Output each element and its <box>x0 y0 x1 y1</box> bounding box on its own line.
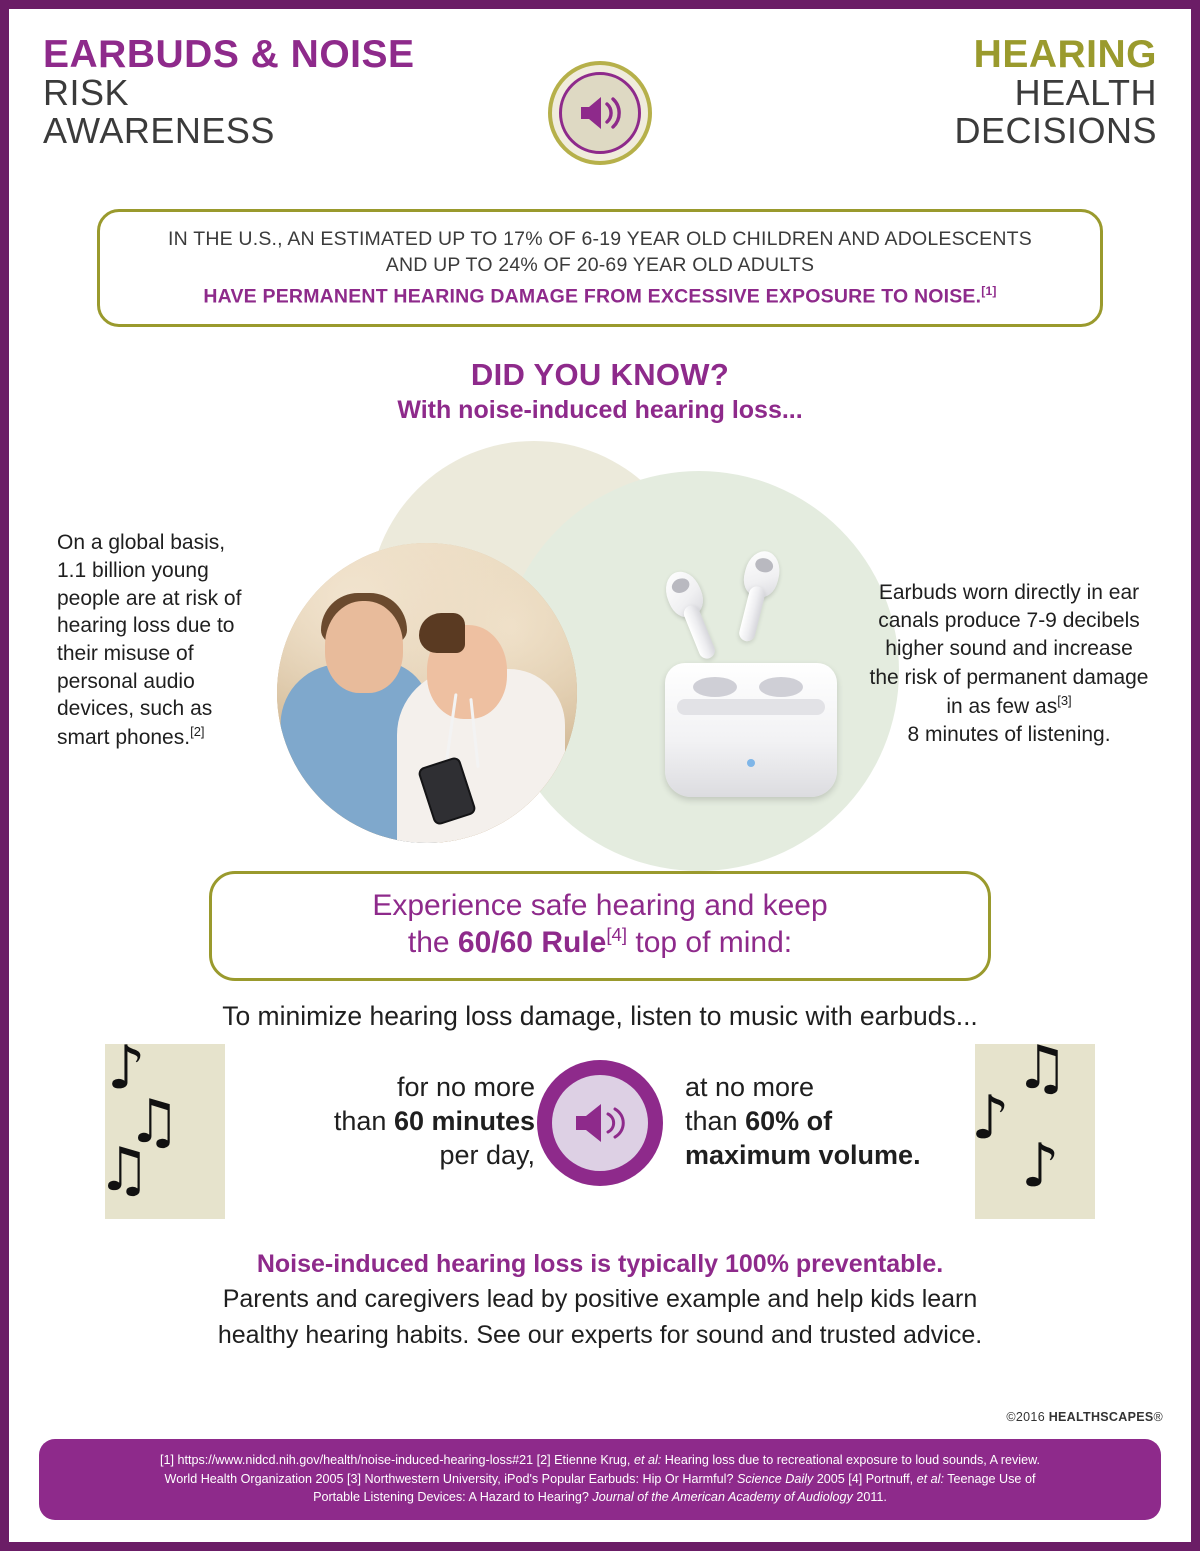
rule-banner-line2-prefix: the <box>407 925 458 959</box>
earbud-risk-body2: 8 minutes of listening. <box>907 722 1111 746</box>
prevention-message <box>9 1250 1191 1352</box>
earbuds-charging-case <box>665 663 837 797</box>
rule-banner-line2 <box>232 924 968 960</box>
header-left-line2: RISK <box>43 72 130 113</box>
couple-photo <box>277 543 577 843</box>
global-stat-body: On a global basis, 1.1 billion young people are at risk of hearing loss due to their misuse of personal audio devices, such as smart phones. <box>57 531 242 750</box>
clock-volume-icon <box>537 1060 663 1186</box>
earbud-right <box>740 548 784 601</box>
volume-value: 60% of <box>745 1105 833 1136</box>
ref2-a: World Health Organization 2005 [3] Northwestern University, iPod's Popular Earbuds: Hip Or Harmful? <box>164 1471 737 1486</box>
ref2-italic-2: et al: <box>916 1471 944 1486</box>
volume-line1: at no more <box>685 1071 815 1102</box>
sixty-sixty-row <box>9 1032 1191 1234</box>
reference-line-3 <box>63 1488 1137 1506</box>
rule-banner-line1: Experience safe hearing and keep <box>372 889 828 923</box>
statistic-line2: AND UP TO 24% OF 20-69 YEAR OLD ADULTS <box>385 254 815 277</box>
earbuds-illustration <box>649 551 889 811</box>
case-slot-left <box>693 677 737 697</box>
volume-max-label: maximum volume. <box>685 1139 921 1170</box>
header-right-title <box>954 35 1157 150</box>
prevention-body-line1: Parents and caregivers lead by positive example and help kids learn <box>222 1284 978 1313</box>
copyright-notice <box>1006 1410 1163 1424</box>
global-stat-ref: [2] <box>190 724 205 740</box>
header-right-line2: HEALTH <box>1014 72 1157 113</box>
did-you-know-heading <box>9 357 1191 425</box>
music-notes-icon <box>97 1032 225 1219</box>
photo-male-head <box>325 601 403 693</box>
clock-face <box>552 1075 648 1171</box>
copyright-prefix: ©2016 <box>1006 1410 1049 1424</box>
duration-line3: per day, <box>439 1139 535 1170</box>
volume-line2-plain: than <box>685 1105 746 1136</box>
statistic-ref: [1] <box>981 283 997 298</box>
reference-line-1 <box>63 1451 1137 1469</box>
prevention-body-line2: healthy hearing habits. See our experts for sound and trusted advice. <box>217 1321 983 1350</box>
duration-line1: for no more <box>396 1071 535 1102</box>
earbud-risk-body: Earbuds worn directly in ear canals produce 7-9 decibels higher sound and increase the risk of permanent damage in as few as <box>869 581 1149 718</box>
music-note-glyph-6: ♪ <box>1021 1130 1060 1201</box>
header-left-line1: EARBUDS & NOISE <box>43 33 415 76</box>
ref3-italic: Journal of the American Academy of Audiology <box>592 1489 853 1504</box>
infographic-inner <box>9 9 1191 1542</box>
copyright-brand: HEALTHSCAPES <box>1048 1410 1154 1424</box>
prevention-headline: Noise-induced hearing loss is typically 100% preventable. <box>256 1249 944 1278</box>
header-left-line3: AWARENESS <box>43 109 275 151</box>
earbud-risk-text <box>869 579 1149 749</box>
case-hinge-line <box>677 699 825 715</box>
header-right-line1: HEARING <box>973 33 1157 76</box>
header-left-title <box>43 35 415 150</box>
volume-line2 <box>685 1104 985 1138</box>
ref3-a: Portable Listening Devices: A Hazard to Hearing? <box>313 1489 593 1504</box>
rule-banner-ref: [4] <box>606 923 628 945</box>
ref2-italic: Science Daily <box>736 1471 814 1486</box>
music-note-glyph-3: ♫ <box>97 1134 151 1205</box>
music-note-glyph-1: ♪ <box>107 1032 146 1103</box>
photo-female-hair-front <box>419 613 465 653</box>
volume-text <box>685 1070 985 1172</box>
volume-line3 <box>685 1138 985 1172</box>
rule-banner-line2-suffix: top of mind: <box>627 925 793 959</box>
case-slot-right <box>759 677 803 697</box>
duration-text <box>245 1070 535 1172</box>
did-you-know-title: DID YOU KNOW? <box>470 357 730 393</box>
ref1-italic: et al: <box>633 1453 662 1468</box>
duration-value: 60 minutes <box>393 1105 535 1136</box>
logo-inner-ring <box>559 72 641 154</box>
earbud-left <box>660 566 709 621</box>
global-stat-text <box>57 529 257 752</box>
statistic-banner <box>97 209 1103 327</box>
sixty-sixty-rule-banner <box>209 871 991 981</box>
music-note-glyph-2: ♫ <box>127 1086 181 1157</box>
speaker-volume-icon <box>548 61 652 165</box>
music-note-glyph-4: ♫ <box>1015 1032 1069 1103</box>
statistic-line3 <box>120 284 1080 309</box>
duration-line2-plain: than <box>333 1105 394 1136</box>
earbud-risk-ref: [3] <box>1057 692 1072 708</box>
ref3-b: 2011. <box>852 1489 887 1504</box>
middle-section <box>9 431 1191 871</box>
earbud-right-tip <box>754 556 775 574</box>
minimize-damage-line: To minimize hearing loss damage, listen to music with earbuds... <box>222 1000 978 1031</box>
ref1-a: [1] https://www.nidcd.nih.gov/health/noise-induced-hearing-loss#21 [2] Etienne Krug, <box>159 1453 634 1468</box>
music-note-glyph-5: ♪ <box>971 1082 1010 1153</box>
earbud-right-stem <box>738 585 767 643</box>
header-right-line3: DECISIONS <box>954 109 1157 151</box>
statistic-line3-text: HAVE PERMANENT HEARING DAMAGE FROM EXCESSIVE EXPOSURE TO NOISE. <box>203 285 982 308</box>
music-notes-icon-right <box>971 1032 1095 1219</box>
references-footer <box>39 1439 1161 1520</box>
reference-line-2 <box>63 1470 1137 1488</box>
earbud-left-stem <box>681 603 717 661</box>
statistic-line1: IN THE U.S., AN ESTIMATED UP TO 17% OF 6-19 YEAR OLD CHILDREN AND ADOLESCENTS <box>168 228 1032 250</box>
did-you-know-subtitle: With noise-induced hearing loss... <box>397 396 803 425</box>
rule-banner-rule-name: 60/60 Rule <box>457 925 607 959</box>
header <box>9 9 1191 199</box>
copyright-suffix: ® <box>1153 1410 1163 1424</box>
ref2-c: Teenage Use of <box>943 1471 1036 1486</box>
ref1-b: Hearing loss due to recreational exposure to loud sounds, A review. <box>661 1453 1040 1468</box>
duration-line2 <box>245 1104 535 1138</box>
ref2-b: 2005 [4] Portnuff, <box>813 1471 917 1486</box>
earbud-left-tip <box>670 576 692 596</box>
